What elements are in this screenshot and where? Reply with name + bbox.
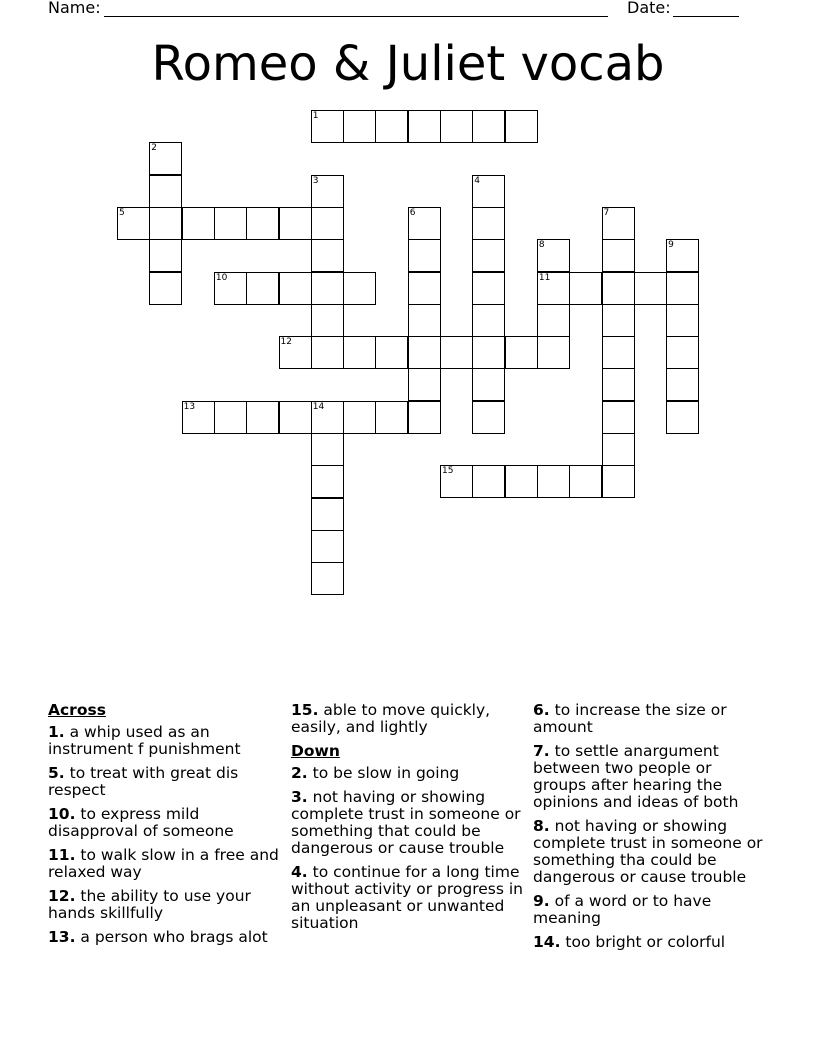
crossword-cell[interactable]: [505, 336, 538, 369]
clue-text: a person who brags alot: [80, 928, 268, 946]
clue-down-4: [291, 864, 523, 932]
date-label: Date:: [627, 0, 671, 17]
clue-text: to express mild disapproval of someone: [48, 805, 234, 840]
clue-text: not having or showing complete trust in someone or something that could be dangerous or cause trouble: [291, 788, 521, 857]
crossword-cell[interactable]: [311, 207, 344, 240]
clue-across-5: [48, 765, 280, 799]
crossword-cell[interactable]: [472, 401, 505, 434]
crossword-cell[interactable]: [472, 207, 505, 240]
clue-across-10: [48, 806, 280, 840]
crossword-cell[interactable]: [279, 401, 312, 434]
clue-number-label: 5: [119, 207, 125, 218]
crossword-cell[interactable]: [214, 207, 247, 240]
crossword-cell[interactable]: [408, 110, 441, 143]
clue-number: 5.: [48, 764, 65, 782]
crossword-cell[interactable]: [375, 110, 408, 143]
crossword-cell[interactable]: [602, 239, 635, 272]
clue-number: 8.: [533, 817, 550, 835]
clue-text: to walk slow in a free and relaxed way: [48, 846, 279, 881]
crossword-cell[interactable]: [602, 336, 635, 369]
clue-number: 12.: [48, 887, 76, 905]
crossword-cell[interactable]: [311, 239, 344, 272]
clue-across-15: [291, 702, 523, 736]
crossword-cell[interactable]: [117, 207, 150, 240]
crossword-cell[interactable]: [537, 336, 570, 369]
crossword-cell[interactable]: [311, 562, 344, 595]
clue-number: 6.: [533, 701, 550, 719]
clue-number: 4.: [291, 863, 308, 881]
crossword-cell[interactable]: [408, 336, 441, 369]
crossword-cell[interactable]: [182, 401, 215, 434]
clue-number-label: 8: [538, 240, 545, 251]
crossword-cell[interactable]: [602, 207, 635, 240]
crossword-cell[interactable]: [149, 175, 182, 208]
crossword-cell[interactable]: [149, 142, 182, 175]
crossword-cell[interactable]: [311, 110, 344, 143]
crossword-cell[interactable]: [634, 272, 667, 305]
clue-text: of a word or to have meaning: [533, 892, 712, 927]
clue-down-14: [533, 934, 765, 951]
clue-number-label: 7: [603, 207, 610, 218]
crossword-cell[interactable]: [246, 401, 279, 434]
crossword-cell[interactable]: [311, 304, 344, 337]
clue-number: 15.: [291, 701, 319, 719]
crossword-cell[interactable]: [472, 368, 505, 401]
crossword-cell[interactable]: [440, 465, 473, 498]
clue-text: too bright or colorful: [565, 933, 726, 951]
crossword-cell[interactable]: [569, 272, 602, 305]
crossword-cell[interactable]: [440, 110, 473, 143]
crossword-cell[interactable]: [666, 368, 699, 401]
clue-text: to increase the size or amount: [533, 701, 727, 736]
crossword-cell[interactable]: [602, 272, 635, 305]
crossword-cell[interactable]: [279, 272, 312, 305]
clue-number-label: 6: [409, 207, 416, 218]
crossword-cell[interactable]: [569, 465, 602, 498]
clue-text: the ability to use your hands skillfully: [48, 887, 251, 922]
crossword-cell[interactable]: [311, 498, 344, 531]
crossword-cell[interactable]: [311, 336, 344, 369]
clue-number: 9.: [533, 892, 550, 910]
clue-number: 13.: [48, 928, 76, 946]
crossword-cell[interactable]: [279, 207, 312, 240]
crossword-cell[interactable]: [602, 401, 635, 434]
clue-column-1: [48, 702, 280, 953]
clue-number: 2.: [291, 764, 308, 782]
clue-across-11: [48, 847, 280, 881]
clue-down-7: [533, 743, 765, 811]
crossword-cell[interactable]: [472, 465, 505, 498]
clue-number: 14.: [533, 933, 561, 951]
crossword-cell[interactable]: [311, 465, 344, 498]
clue-across-12: [48, 888, 280, 922]
crossword-cell[interactable]: [246, 207, 279, 240]
clue-text: to be slow in going: [312, 764, 460, 782]
clue-text: able to move quickly, easily, and lightly: [291, 701, 491, 736]
crossword-cell[interactable]: [666, 239, 699, 272]
crossword-cell[interactable]: [279, 336, 312, 369]
crossword-cell[interactable]: [472, 110, 505, 143]
page-title: Romeo & Juliet vocab: [151, 36, 665, 92]
crossword-cell[interactable]: [602, 368, 635, 401]
crossword-cell[interactable]: [311, 175, 344, 208]
clue-down-3: [291, 789, 523, 857]
clue-down-9: [533, 893, 765, 927]
clue-down-8: [533, 818, 765, 886]
crossword-cell[interactable]: [311, 401, 344, 434]
clue-number-label: 4: [474, 175, 481, 186]
crossword-cell[interactable]: [343, 401, 376, 434]
clue-across-13: [48, 929, 280, 946]
crossword-cell[interactable]: [602, 304, 635, 337]
clue-number-label: 1: [312, 111, 319, 121]
crossword-cell[interactable]: [408, 239, 441, 272]
clue-number-label: 11: [538, 272, 551, 283]
crossword-cell[interactable]: [408, 207, 441, 240]
clue-text: not having or showing complete trust in someone or something tha could be dangerous or cause trouble: [533, 817, 763, 886]
crossword-cell[interactable]: [246, 272, 279, 305]
clue-column-2: [291, 702, 523, 939]
crossword-cell[interactable]: [311, 433, 344, 466]
crossword-cell[interactable]: [375, 401, 408, 434]
crossword-cell[interactable]: [408, 401, 441, 434]
clue-number-label: 9: [668, 240, 674, 251]
crossword-cell[interactable]: [343, 272, 376, 305]
crossword-cell[interactable]: [440, 336, 473, 369]
crossword-cell[interactable]: [343, 110, 376, 143]
crossword-cell[interactable]: [537, 272, 570, 305]
clue-number-label: 12: [280, 337, 292, 348]
clue-number: 1.: [48, 723, 65, 741]
crossword-cell[interactable]: [472, 272, 505, 305]
crossword-cell[interactable]: [666, 272, 699, 305]
clue-number: 10.: [48, 805, 76, 823]
clue-number-label: 13: [183, 401, 196, 412]
clue-column-3: [533, 702, 765, 958]
down-heading: Down: [291, 742, 340, 760]
clue-down-6: [533, 702, 765, 736]
crossword-cell[interactable]: [666, 401, 699, 434]
crossword-cell[interactable]: [182, 207, 215, 240]
clue-number-label: 15: [442, 466, 454, 477]
clue-number: 3.: [291, 788, 308, 806]
crossword-cell[interactable]: [375, 336, 408, 369]
clue-number-label: 14: [312, 401, 325, 412]
crossword-cell[interactable]: [537, 239, 570, 272]
crossword-cell[interactable]: [666, 304, 699, 337]
crossword-cell[interactable]: [311, 272, 344, 305]
across-heading: Across: [48, 701, 106, 719]
crossword-cell[interactable]: [214, 401, 247, 434]
clue-text: to treat with great dis respect: [48, 764, 239, 799]
crossword-cell[interactable]: [472, 336, 505, 369]
crossword-cell[interactable]: [311, 530, 344, 563]
crossword-cell[interactable]: [149, 272, 182, 305]
crossword-cell[interactable]: [505, 465, 538, 498]
clue-number: 11.: [48, 846, 76, 864]
crossword-cell[interactable]: [472, 175, 505, 208]
name-label: Name:: [48, 0, 101, 17]
crossword-cell[interactable]: [505, 110, 538, 143]
clue-number-label: 2: [151, 143, 158, 154]
clue-down-2: [291, 765, 523, 782]
crossword-cell[interactable]: [472, 304, 505, 337]
clue-number-label: 3: [312, 175, 319, 186]
crossword-cell[interactable]: [408, 304, 441, 337]
clue-number-label: 10: [215, 272, 228, 283]
crossword-cell[interactable]: [602, 433, 635, 466]
crossword-cell[interactable]: [149, 239, 182, 272]
clue-text: a whip used as an instrument f punishment: [48, 723, 241, 758]
crossword-cell[interactable]: [537, 304, 570, 337]
clue-text: to settle anargument between two people or groups after hearing the opinions and ideas of both: [533, 742, 739, 811]
crossword-cell[interactable]: [408, 368, 441, 401]
crossword-cell[interactable]: [149, 207, 182, 240]
clue-number: 7.: [533, 742, 550, 760]
crossword-cell[interactable]: [408, 272, 441, 305]
clue-text: to continue for a long time without activity or progress in an unpleasant or unwanted situation: [291, 863, 524, 932]
crossword-cell[interactable]: [666, 336, 699, 369]
crossword-cell[interactable]: [214, 272, 247, 305]
crossword-cell[interactable]: [537, 465, 570, 498]
crossword-cell[interactable]: [602, 465, 635, 498]
clue-across-1: [48, 724, 280, 758]
crossword-cell[interactable]: [472, 239, 505, 272]
crossword-cell[interactable]: [343, 336, 376, 369]
